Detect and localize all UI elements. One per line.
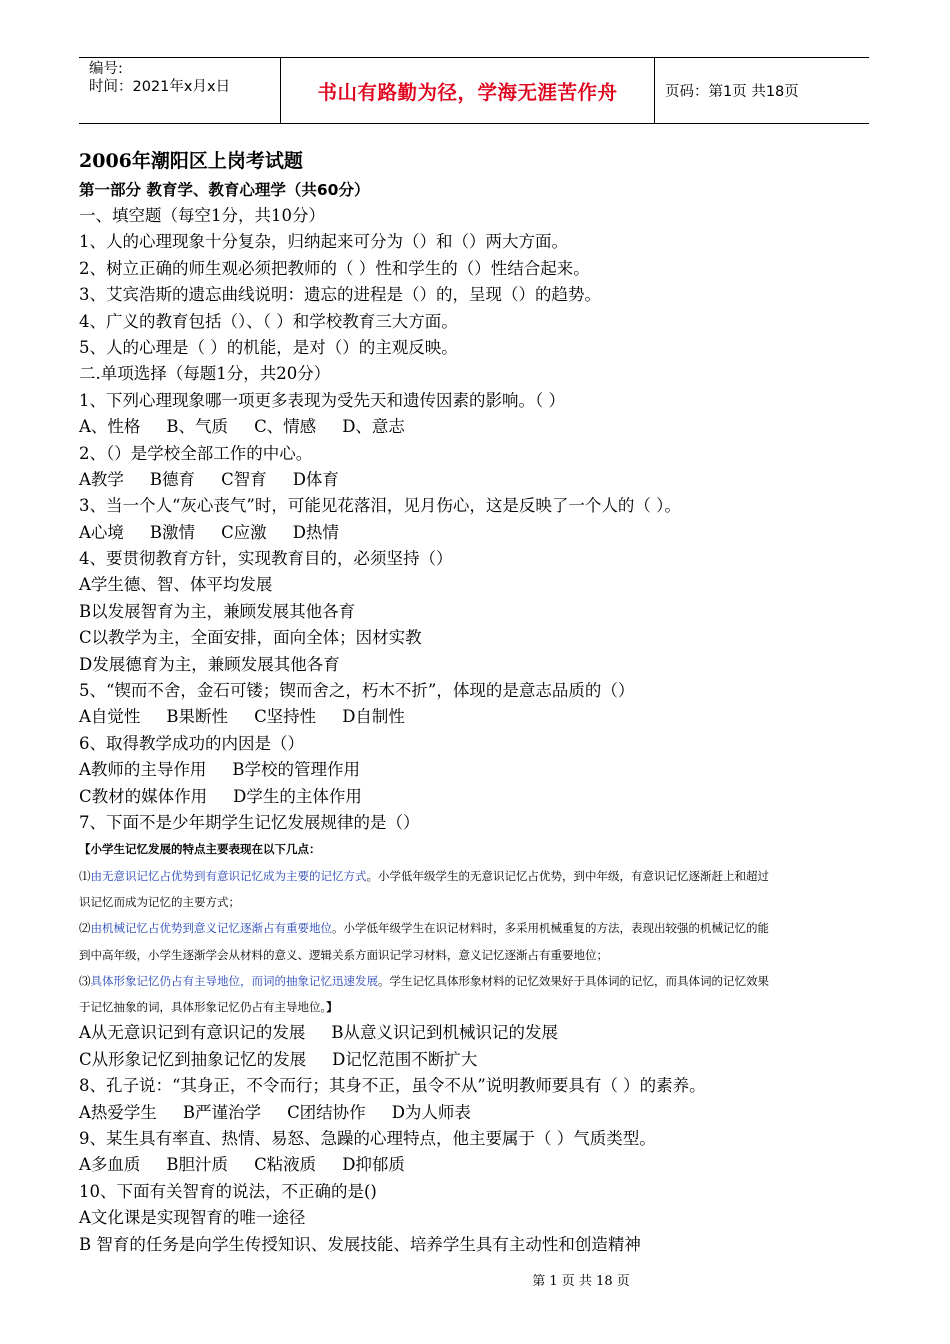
option: A心境: [79, 522, 124, 542]
option: D热情: [292, 522, 339, 542]
note-marker: ⑵: [79, 921, 91, 936]
option: A学生德、智、体平均发展: [79, 575, 273, 595]
option: B从意义识记到机械识记的发展: [331, 1023, 559, 1043]
option: A从无意识记到有意识记的发展: [79, 1023, 306, 1043]
option: B、气质: [166, 417, 229, 437]
option: A文化课是实现智育的唯一途径: [79, 1208, 306, 1228]
option: A多血质: [79, 1155, 141, 1175]
option: A教师的主导作用: [79, 760, 207, 780]
option: D体育: [292, 469, 339, 489]
fill-question: 5、人的心理是（ ）的机能，是对（）的主观反映。: [79, 337, 458, 357]
option: D为人师表: [391, 1102, 471, 1122]
option: C团结协作: [287, 1102, 366, 1122]
note-highlight: 由无意识记忆占优势到有意识记忆成为主要的记忆方式: [90, 868, 367, 883]
option: C坚持性: [254, 707, 317, 727]
document-title: 2006年潮阳区上岗考试题: [79, 150, 303, 172]
question: 4、要贯彻教育方针，实现教育目的，必须坚持（）: [79, 549, 453, 569]
document-body: [79, 146, 949, 1258]
option: B以发展智育为主，兼顾发展其他各育: [79, 601, 356, 621]
section-heading: 二.单项选择（每题1分，共20分）: [79, 364, 331, 384]
note-heading: 【小学生记忆发展的特点主要表现在以下几点：: [79, 842, 321, 857]
options-row: [79, 1047, 949, 1073]
note-end-bracket: 】: [326, 1000, 338, 1015]
options-row: [79, 784, 949, 810]
note-text: 。学生记忆具体形象材料的记忆效果好于具体词的记忆，而具体词的记忆效果: [378, 973, 769, 988]
note-line: 到中高年级，小学生逐渐学会从材料的意义、逻辑关系方面识记学习材料，意义记忆逐渐占有重要地位；: [79, 947, 608, 962]
number-label: 编号:: [89, 61, 123, 77]
question: 8、孔子说：“其身正，不令而行；其身不正，虽令不从”说明教师要具有（ ）的素养。: [79, 1076, 706, 1096]
option: C粘液质: [254, 1155, 317, 1175]
question: 2、（）是学校全部工作的中心。: [79, 443, 313, 463]
header-motto: 书山有路勤为径，学海无涯苦作舟: [281, 58, 655, 123]
note-line: [79, 863, 949, 889]
note-highlight: 具体形象记忆仍占有主导地位，而词的抽象记忆迅速发展: [90, 973, 378, 988]
option: A热爱学生: [79, 1102, 157, 1122]
question: 9、某生具有率直、热情、易怒、急躁的心理特点，他主要属于（ ）气质类型。: [79, 1129, 656, 1149]
note-line: 识记忆而成为记忆的主要方式；: [79, 894, 240, 909]
option: B严谨治学: [182, 1102, 262, 1122]
note-text: 于记忆抽象的词，具体形象记忆仍占有主导地位。: [79, 1000, 327, 1015]
option: B果断性: [166, 707, 229, 727]
fill-question: 2、树立正确的师生观必须把教师的（ ）性和学生的（）性结合起来。: [79, 258, 590, 278]
section-heading: 一、填空题（每空1分，共10分）: [79, 206, 325, 225]
fill-question: 1、人的心理现象十分复杂，归纳起来可分为（）和（）两大方面。: [79, 232, 568, 252]
option: D抑郁质: [342, 1155, 405, 1175]
option: D发展德育为主，兼顾发展其他各育: [79, 654, 340, 674]
option: B 智育的任务是向学生传授知识、发展技能、培养学生具有主动性和创造精神: [79, 1234, 641, 1254]
option: D记忆范围不断扩大: [332, 1049, 478, 1069]
options-row: [79, 1152, 949, 1178]
question: 7、下面不是少年期学生记忆发展规律的是（）: [79, 812, 420, 832]
options-row: [79, 1020, 949, 1046]
option: A、性格: [79, 417, 141, 437]
question: 3、当一个人“灰心丧气”时，可能见花落泪，见月伤心，这是反映了一个人的（ ）。: [79, 496, 681, 516]
note-marker: ⑶: [79, 973, 91, 988]
question: 1、下列心理现象哪一项更多表现为受先天和遗传因素的影响。（ ）: [79, 390, 565, 410]
fill-question: 3、艾宾浩斯的遗忘曲线说明：遗忘的进程是（）的，呈现（）的趋势。: [79, 285, 601, 305]
question: 5、“锲而不舍，金石可镂；锲而舍之，朽木不折”，体现的是意志品质的（）: [79, 681, 635, 701]
option: B胆汁质: [166, 1155, 229, 1175]
note-text: 。小学低年级学生在识记材料时，多采用机械重复的方法，表现出较强的机械记忆的能: [332, 921, 769, 936]
options-row: [79, 704, 949, 730]
page-footer: 第 1 页 共 18 页: [532, 1274, 630, 1289]
option: D学生的主体作用: [233, 786, 362, 806]
note-highlight: 由机械记忆占优势到意义记忆逐渐占有重要地位: [90, 921, 332, 936]
note-text: 。小学低年级学生的无意识记忆占优势，到中年级，有意识记忆逐渐赶上和超过: [366, 868, 769, 883]
options-row: [79, 520, 949, 546]
options-row: [79, 467, 949, 493]
options-row: [79, 757, 949, 783]
option: C从形象记忆到抽象记忆的发展: [79, 1049, 307, 1069]
note-line: [79, 994, 949, 1020]
option: C、情感: [254, 417, 317, 437]
page-header: [79, 57, 869, 124]
question: 6、取得教学成功的内因是（）: [79, 733, 304, 753]
note-line: [79, 915, 949, 941]
header-info: [79, 58, 281, 123]
note-line: [79, 968, 949, 994]
options-row: [79, 1100, 949, 1126]
option: C教材的媒体作用: [79, 786, 208, 806]
option: D、意志: [342, 417, 405, 437]
options-row: [79, 414, 949, 440]
option: D自制性: [342, 707, 405, 727]
part-heading: 第一部分 教育学、教育心理学（共60分）: [79, 181, 370, 199]
option: B德育: [149, 469, 196, 489]
question: 10、下面有关智育的说法，不正确的是(): [79, 1181, 377, 1201]
option: C智育: [221, 469, 267, 489]
option: C以教学为主，全面安排，面向全体；因材实教: [79, 628, 422, 648]
note-marker: ⑴: [79, 868, 91, 883]
option: C应激: [221, 522, 267, 542]
option: B激情: [149, 522, 196, 542]
header-page-label: 页码：第1页 共18页: [665, 84, 799, 100]
fill-question: 4、广义的教育包括（）、（ ）和学校教育三大方面。: [79, 311, 458, 331]
option: A自觉性: [79, 707, 141, 727]
option: A教学: [79, 469, 124, 489]
option: B学校的管理作用: [232, 760, 361, 780]
time-label: 时间：2021年x月x日: [89, 79, 231, 95]
